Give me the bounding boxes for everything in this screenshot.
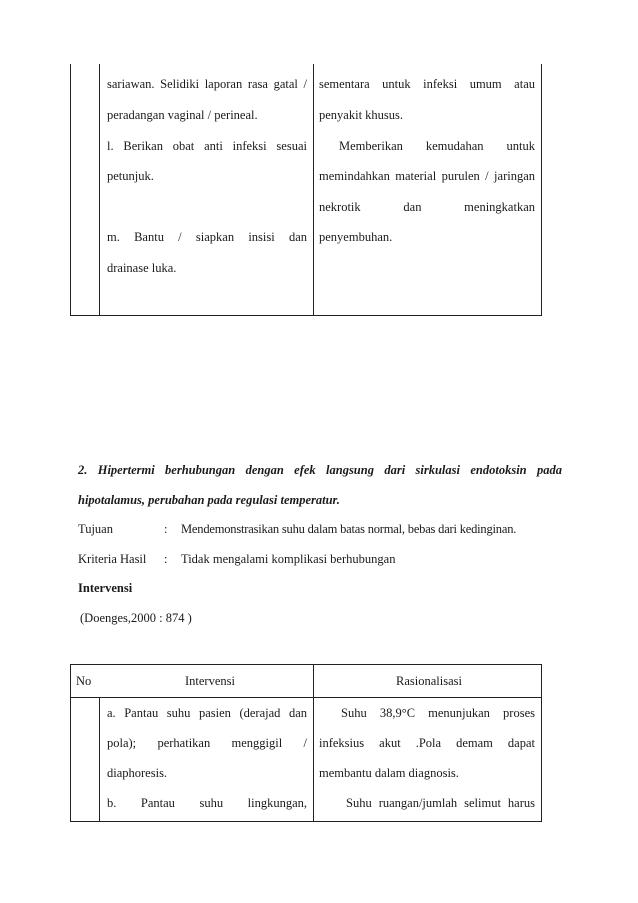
table2-rasional-line: Suhu ruangan/jumlah selimut harus [346, 796, 535, 810]
table2-bottom-border [70, 821, 542, 822]
tujuan-label: Tujuan [78, 522, 113, 536]
table2-intervensi-line: pola); perhatikan menggigil / [107, 736, 307, 750]
table1-intervensi-line: m. Bantu / siapkan insisi dan [107, 230, 307, 244]
table2-rasional-line: Suhu 38,9°C menunjukan proses [341, 706, 535, 720]
table1-rasional-line: sementara untuk infeksi umum atau [319, 77, 535, 91]
kriteria-value: Tidak mengalami komplikasi berhubungan [181, 552, 396, 566]
table1-rasional-line: nekrotik dan meningkatkan [319, 200, 535, 214]
table1-intervensi-line: drainase luka. [107, 261, 177, 275]
kriteria-label: Kriteria Hasil [78, 552, 147, 566]
table1-rasional-line: penyembuhan. [319, 230, 393, 244]
table1-intervensi-line: l. Berikan obat anti infeksi sesuai [107, 139, 307, 153]
table1-rasional-line: penyakit khusus. [319, 108, 404, 122]
table2-header-divider [70, 697, 542, 698]
table2-right-border [541, 664, 542, 822]
table-header-rasionalisasi: Rasionalisasi [396, 674, 462, 688]
table1-intervensi-line: sariawan. Selidiki laporan rasa gatal / [107, 77, 307, 91]
tujuan-value: Mendemonstrasikan suhu dalam batas normal, bebas dari kedinginan. [181, 522, 517, 536]
table1-rasional-line: Memberikan kemudahan untuk [339, 139, 535, 153]
table2-intervensi-line: a. Pantau suhu pasien (derajad dan [107, 706, 307, 720]
table1-left-border [70, 64, 71, 316]
table2-col1-divider [99, 697, 100, 822]
table1-right-border [541, 64, 542, 316]
table1-intervensi-line: petunjuk. [107, 169, 154, 183]
table1-rasional-line: memindahkan material purulen / jaringan [319, 169, 535, 183]
table-header-intervensi: Intervensi [185, 674, 235, 688]
table2-top-border [70, 664, 542, 665]
table2-left-border [70, 664, 71, 822]
kriteria-colon: : [164, 552, 168, 566]
intervensi-label: Intervensi [78, 581, 133, 595]
section-heading-line1: 2. Hipertermi berhubungan dengan efek langsung dari sirkulasi endotoksin pada [78, 463, 562, 477]
table1-bottom-border [70, 315, 542, 316]
table2-col2-divider [313, 664, 314, 822]
tujuan-colon: : [164, 522, 168, 536]
table2-rasional-line: membantu dalam diagnosis. [319, 766, 459, 780]
table2-intervensi-line: diaphoresis. [107, 766, 168, 780]
table2-intervensi-line: b. Pantau suhu lingkungan, [107, 796, 307, 810]
section-heading-line2: hipotalamus, perubahan pada regulasi temperatur. [78, 493, 340, 507]
table1-col2-divider [313, 64, 314, 316]
reference-citation: (Doenges,2000 : 874 ) [80, 611, 192, 625]
table-header-no: No [76, 674, 92, 688]
table1-intervensi-line: peradangan vaginal / perineal. [107, 108, 258, 122]
table2-rasional-line: infeksius akut .Pola demam dapat [319, 736, 535, 750]
table1-col1-divider [99, 64, 100, 316]
